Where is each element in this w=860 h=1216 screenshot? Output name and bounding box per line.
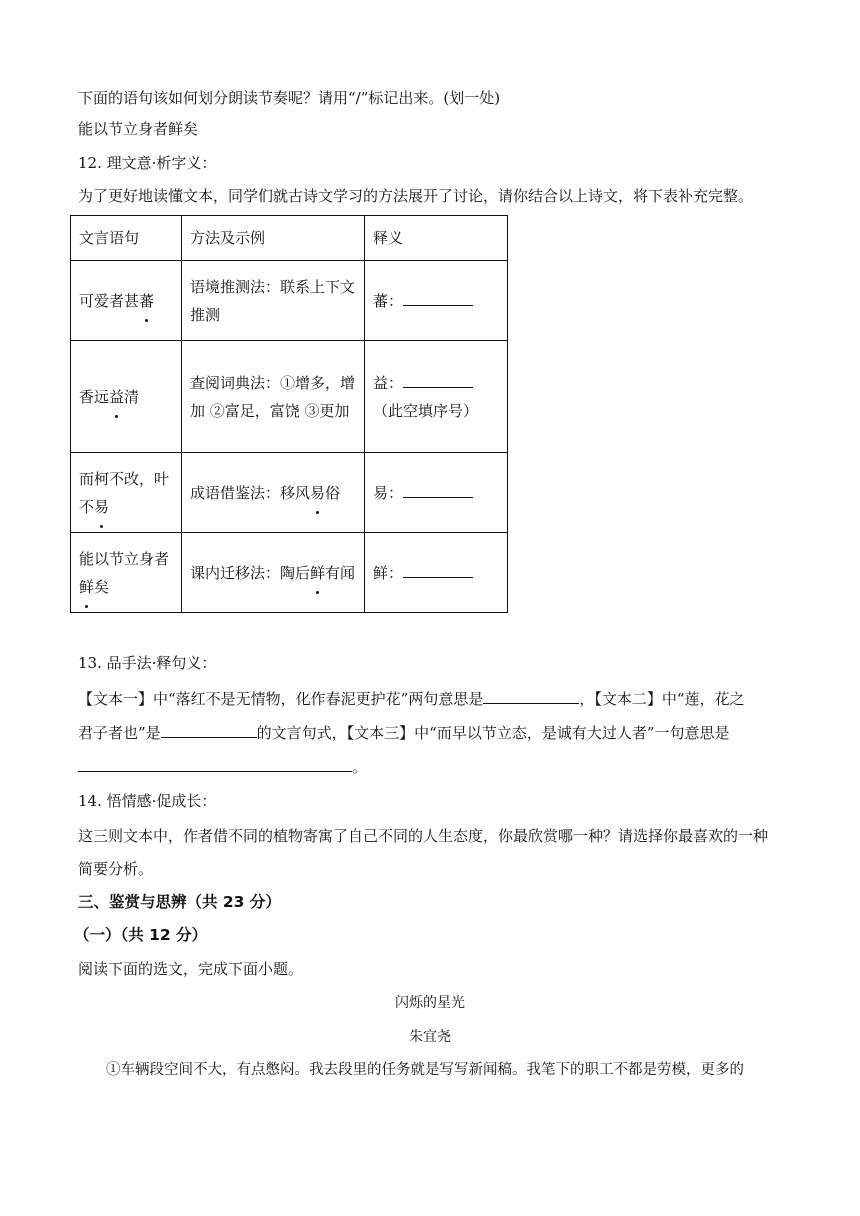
article-title: 闪烁的星光 xyxy=(395,995,465,1011)
answer-blank[interactable] xyxy=(403,562,473,578)
emphasis-char: 鲜 xyxy=(79,573,94,601)
header-cell: 文言语句 xyxy=(71,216,182,261)
q12-title: 12. 理文意·析字义： xyxy=(78,154,217,172)
rhythm-sentence: 能以节立身者鲜矣 xyxy=(78,120,199,138)
q14-title: 14. 悟情感·促成长： xyxy=(78,792,217,810)
subsection-heading: （一）（共 12 分） xyxy=(74,926,208,944)
emphasis-char: 蕃 xyxy=(139,287,154,315)
table-row xyxy=(71,453,508,533)
answer-blank[interactable] xyxy=(403,482,473,498)
answer-cell: 易： xyxy=(365,453,508,533)
answer-blank[interactable] xyxy=(483,688,579,704)
q13-title: 13. 品手法·释句义： xyxy=(78,654,217,672)
table-row xyxy=(71,341,508,453)
classical-phrase-cell: 能以节立身者鲜矣 xyxy=(71,533,182,613)
emphasis-char: 易 xyxy=(310,479,325,507)
q14-line-2: 简要分析。 xyxy=(78,860,154,878)
answer-blank[interactable] xyxy=(161,722,257,738)
table-row xyxy=(71,261,508,341)
header-cell: 方法及示例 xyxy=(182,216,365,261)
section-heading: 三、鉴赏与思辨（共 23 分） xyxy=(78,893,281,911)
q14-line-1: 这三则文本中，作者借不同的植物寄寓了自己不同的人生态度，你最欣赏哪一种？请选择你最喜欢的一种 xyxy=(78,827,769,845)
q13-line-2: 君子者也”是 的文言句式，【文本三】中“而早以节立态，是诚有大过人者”一句意思是 xyxy=(78,724,730,742)
method-cell: 课内迁移法：陶后鲜有闻 xyxy=(182,533,365,613)
table-row xyxy=(71,533,508,613)
meaning-table xyxy=(70,215,508,613)
table-header-row xyxy=(71,216,508,261)
q13-line-1: 【文本一】中“落红不是无情物，化作春泥更护花”两句意思是 ，【文本二】中“莲，花之 xyxy=(78,690,745,708)
q13-line-3: 。 xyxy=(78,756,367,777)
reading-instruction: 阅读下面的选文，完成下面小题。 xyxy=(78,960,304,978)
q12-prompt: 为了更好地读懂文本，同学们就古诗文学习的方法展开了讨论，请你结合以上诗文，将下表补充完整。 xyxy=(78,187,754,205)
emphasis-char: 鲜 xyxy=(310,559,325,587)
article-author: 朱宜尧 xyxy=(409,1029,451,1045)
rhythm-instruction: 下面的语句该如何划分朗读节奏呢？请用“/”标记出来。(划一处) xyxy=(78,89,501,107)
emphasis-char: 益 xyxy=(109,383,124,411)
answer-cell: 益： （此空填序号） xyxy=(365,341,508,453)
classical-phrase-cell: 可爱者甚蕃 xyxy=(71,261,182,341)
classical-phrase-cell: 香远益清 xyxy=(71,341,182,453)
answer-blank[interactable] xyxy=(403,372,473,388)
method-cell: 查阅词典法：①增多，增加 ②富足，富饶 ③更加 xyxy=(182,341,365,453)
answer-note: （此空填序号） xyxy=(373,401,479,420)
answer-blank[interactable] xyxy=(78,756,352,772)
method-cell: 语境推测法：联系上下文推测 xyxy=(182,261,365,341)
answer-cell: 鲜： xyxy=(365,533,508,613)
article-paragraph-1: ①车辆段空间不大，有点憋闷。我去段里的任务就是写写新闻稿。我笔下的职工不都是劳模，更多的 xyxy=(106,1062,744,1078)
answer-cell: 蕃： xyxy=(365,261,508,341)
header-cell: 释义 xyxy=(365,216,508,261)
method-cell: 成语借鉴法：移风易俗 xyxy=(182,453,365,533)
answer-blank[interactable] xyxy=(403,290,473,306)
emphasis-char: 易 xyxy=(94,493,109,521)
classical-phrase-cell: 而柯不改，叶不易 xyxy=(71,453,182,533)
